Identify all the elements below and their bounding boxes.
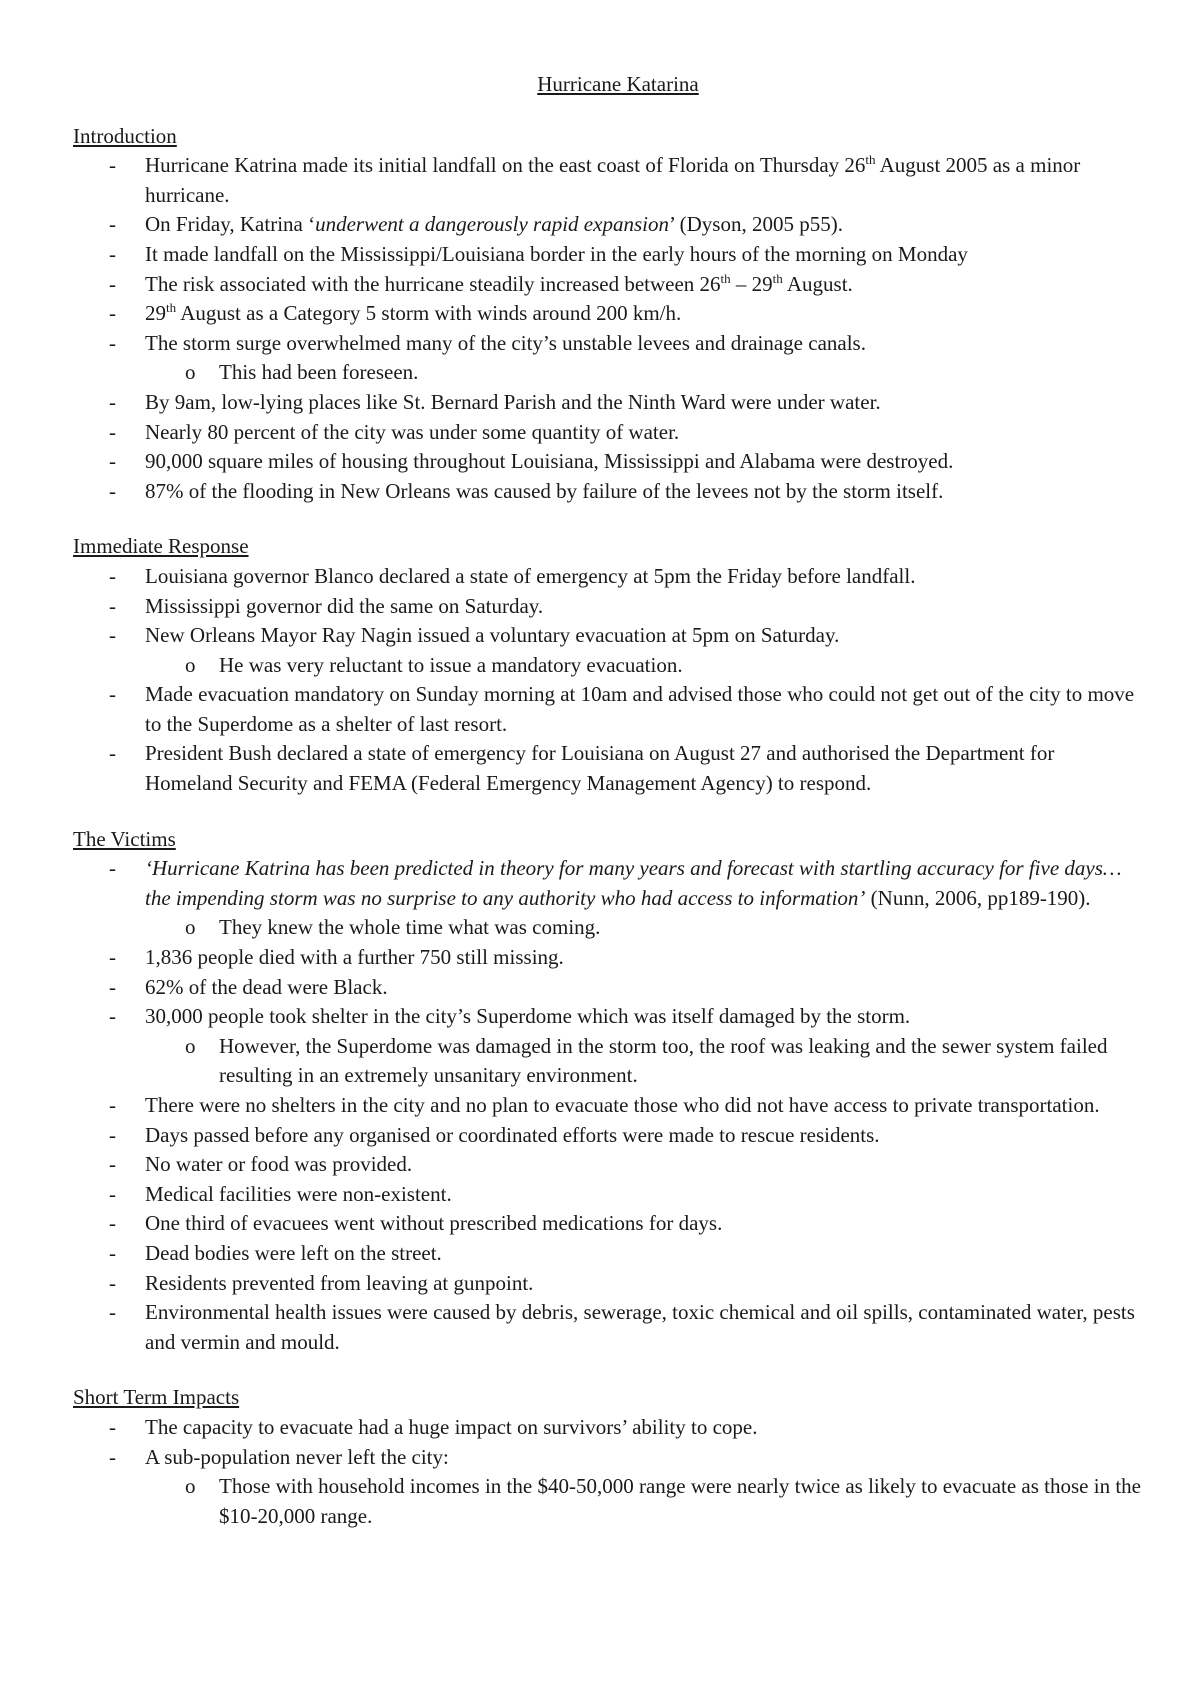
section-heading: The Victims xyxy=(73,826,176,851)
list-item xyxy=(73,1298,1143,1357)
section-immediate-response xyxy=(73,532,1143,798)
dash-bullet-icon: - xyxy=(109,1270,116,1295)
text-run: Environmental health issues were caused by debris, sewerage, toxic chemical and oil spills, contaminated water, pests and vermin and mould. xyxy=(145,1300,1135,1354)
section-heading: Immediate Response xyxy=(73,534,249,559)
list-item xyxy=(73,1239,1143,1269)
sub-list-item xyxy=(73,651,1143,681)
dash-bullet-icon: - xyxy=(109,563,116,588)
text-run: President Bush declared a state of emergency for Louisiana on August 27 and authorised the Department for Homeland Security and FEMA (Federal Emergency Management Agency) to respond. xyxy=(145,741,1055,796)
list-item xyxy=(73,388,1143,418)
dash-bullet-icon: - xyxy=(109,974,116,999)
section-introduction xyxy=(73,122,1143,507)
document-page xyxy=(73,70,1143,1557)
text-run: ’ (Dyson, 2005 p55). xyxy=(668,212,843,237)
dash-bullet-icon: - xyxy=(109,153,116,178)
section-heading: Introduction xyxy=(73,123,177,148)
text-run: Nearly 80 percent of the city was under some quantity of water. xyxy=(145,419,680,444)
dash-bullet-icon: - xyxy=(109,1300,116,1325)
dash-bullet-icon: - xyxy=(109,623,116,648)
superscript: th xyxy=(865,152,876,168)
section-heading: Short Term Impacts xyxy=(73,1385,240,1410)
list-item xyxy=(73,329,1143,359)
text-run: The storm surge overwhelmed many of the city’s unstable levees and drainage canals. xyxy=(145,330,866,355)
list-item xyxy=(73,447,1143,477)
circle-bullet-icon: o xyxy=(185,360,196,385)
text-run: Dead bodies were left on the street. xyxy=(145,1240,442,1265)
list-item xyxy=(73,739,1143,798)
list-item xyxy=(73,973,1143,1003)
dash-bullet-icon: - xyxy=(109,449,116,474)
list-item xyxy=(73,270,1143,300)
text-run: – 29 xyxy=(730,271,773,296)
list-item xyxy=(73,240,1143,270)
sub-list-item xyxy=(73,358,1143,388)
text-run: However, the Superdome was damaged in the storm too, the roof was leaking and the sewer system failed resulting in an extremely unsanitary environment. xyxy=(219,1033,1108,1088)
dash-bullet-icon: - xyxy=(109,271,116,296)
dash-bullet-icon: - xyxy=(109,330,116,355)
text-run: The risk associated with the hurricane steadily increased between 26 xyxy=(145,271,721,296)
dash-bullet-icon: - xyxy=(109,1414,116,1439)
text-run: By 9am, low-lying places like St. Bernard Parish and the Ninth Ward were under water. xyxy=(145,389,881,414)
list-item xyxy=(73,1443,1143,1473)
superscript: th xyxy=(720,270,731,286)
text-run: New Orleans Mayor Ray Nagin issued a voluntary evacuation at 5pm on Saturday. xyxy=(145,623,840,648)
text-run: He was very reluctant to issue a mandatory evacuation. xyxy=(219,652,683,677)
text-run: One third of evacuees went without prescribed medications for days. xyxy=(145,1211,723,1236)
sub-list-item xyxy=(73,1032,1143,1091)
dash-bullet-icon: - xyxy=(109,301,116,326)
italic-text: underwent a dangerously rapid expansion xyxy=(315,212,669,237)
superscript: th xyxy=(772,270,783,286)
dash-bullet-icon: - xyxy=(109,419,116,444)
list-item xyxy=(73,299,1143,329)
text-run: 1,836 people died with a further 750 still missing. xyxy=(145,945,564,970)
text-run: A sub-population never left the city: xyxy=(145,1444,449,1469)
text-run: The capacity to evacuate had a huge impact on survivors’ ability to cope. xyxy=(145,1414,758,1439)
document-body xyxy=(73,122,1143,1532)
list-item xyxy=(73,1209,1143,1239)
text-run: There were no shelters in the city and no plan to evacuate those who did not have access to private transportation. xyxy=(145,1093,1100,1117)
text-run: August. xyxy=(782,271,853,296)
text-run: This had been foreseen. xyxy=(219,360,419,385)
superscript: th xyxy=(166,300,177,316)
list-item xyxy=(73,151,1143,210)
list-item xyxy=(73,418,1143,448)
text-run: Those with household incomes in the $40-50,000 range were nearly twice as likely to evacuate as those in the $10-20,000 range. xyxy=(219,1474,1141,1528)
text-run: August 2005 as a minor hurricane. xyxy=(145,153,1081,207)
list-item xyxy=(73,621,1143,651)
list-item xyxy=(73,1002,1143,1032)
text-run: August as a Category 5 storm with winds around 200 km/h. xyxy=(176,301,682,326)
text-run: Residents prevented from leaving at gunpoint. xyxy=(145,1270,534,1295)
circle-bullet-icon: o xyxy=(185,1033,196,1058)
text-run: 87% of the flooding in New Orleans was caused by failure of the levees not by the storm itself. xyxy=(145,478,944,503)
text-run: Louisiana governor Blanco declared a state of emergency at 5pm the Friday before landfall. xyxy=(145,563,916,588)
dash-bullet-icon: - xyxy=(109,478,116,503)
dash-bullet-icon: - xyxy=(109,856,116,881)
dash-bullet-icon: - xyxy=(109,741,116,766)
list-item xyxy=(73,1413,1143,1443)
dash-bullet-icon: - xyxy=(109,1122,116,1147)
text-run: They knew the whole time what was coming. xyxy=(219,915,601,940)
list-item xyxy=(73,562,1143,592)
italic-text: ‘Hurricane Katrina has been predicted in theory for many years and forecast with startling accuracy for five days… the impending storm was no surprise to any authority who had access to information’ xyxy=(145,856,1122,910)
list-item xyxy=(73,943,1143,973)
circle-bullet-icon: o xyxy=(185,915,196,940)
dash-bullet-icon: - xyxy=(109,1004,116,1029)
list-item xyxy=(73,1150,1143,1180)
list-item xyxy=(73,1269,1143,1299)
list-item xyxy=(73,210,1143,240)
text-run: Mississippi governor did the same on Saturday. xyxy=(145,593,544,618)
text-run: It made landfall on the Mississippi/Louisiana border in the early hours of the morning on Monday xyxy=(145,241,968,266)
dash-bullet-icon: - xyxy=(109,389,116,414)
list-item xyxy=(73,477,1143,507)
dash-bullet-icon: - xyxy=(109,945,116,970)
section-short-term-impacts xyxy=(73,1383,1143,1531)
dash-bullet-icon: - xyxy=(109,682,116,707)
document-title: Hurricane Katarina xyxy=(537,72,699,96)
list-item xyxy=(73,680,1143,739)
dash-bullet-icon: - xyxy=(109,1240,116,1265)
dash-bullet-icon: - xyxy=(109,1444,116,1469)
dash-bullet-icon: - xyxy=(109,593,116,618)
list-item xyxy=(73,1121,1143,1151)
text-run: No water or food was provided. xyxy=(145,1152,413,1177)
dash-bullet-icon: - xyxy=(109,241,116,266)
text-run: 90,000 square miles of housing throughout Louisiana, Mississippi and Alabama were destroyed. xyxy=(145,449,954,474)
dash-bullet-icon: - xyxy=(109,1181,116,1206)
text-run: 62% of the dead were Black. xyxy=(145,974,388,999)
list-item xyxy=(73,1091,1143,1121)
sub-list-item xyxy=(73,1472,1143,1531)
list-item xyxy=(73,1180,1143,1210)
text-run: Days passed before any organised or coordinated efforts were made to rescue residents. xyxy=(145,1122,880,1147)
list-item xyxy=(73,854,1143,913)
text-run: (Nunn, 2006, pp189-190). xyxy=(865,885,1091,910)
text-run: Made evacuation mandatory on Sunday morning at 10am and advised those who could not get out of the city to move to the Superdome as a shelter of last resort. xyxy=(145,682,1135,736)
text-run: Medical facilities were non-existent. xyxy=(145,1181,452,1206)
dash-bullet-icon: - xyxy=(109,1211,116,1236)
list-item xyxy=(73,592,1143,622)
text-run: 30,000 people took shelter in the city’s Superdome which was itself damaged by the storm. xyxy=(145,1004,911,1029)
text-run: 29 xyxy=(145,301,166,326)
dash-bullet-icon: - xyxy=(109,1093,116,1117)
text-run: Hurricane Katrina made its initial landfall on the east coast of Florida on Thursday 26 xyxy=(145,153,866,178)
dash-bullet-icon: - xyxy=(109,1152,116,1177)
sub-list-item xyxy=(73,913,1143,943)
circle-bullet-icon: o xyxy=(185,652,196,677)
dash-bullet-icon: - xyxy=(109,212,116,237)
section-the-victims xyxy=(73,825,1143,1358)
circle-bullet-icon: o xyxy=(185,1474,196,1499)
text-run: On Friday, Katrina ‘ xyxy=(145,212,316,237)
